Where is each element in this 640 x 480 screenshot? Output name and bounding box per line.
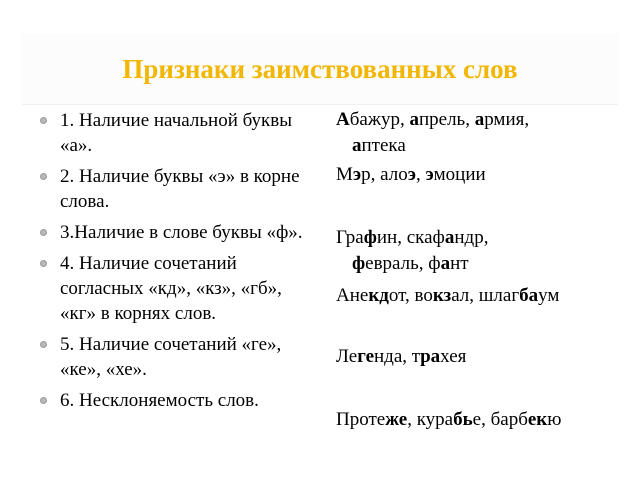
example-line: аптека: [352, 135, 406, 156]
example-words: Мэр, алоэ, эмоции: [336, 164, 486, 185]
criterion-item: [40, 251, 312, 326]
bullet-dot-icon: [40, 173, 47, 180]
bullet-dot-icon: [40, 117, 47, 124]
criterion-text: 3.Наличие в слове буквы «ф».: [60, 222, 303, 243]
example-words: [336, 107, 626, 159]
criterion-item: [40, 332, 312, 382]
example-words: Анекдот, вокзал, шлагбаум: [336, 285, 560, 306]
criteria-list: [40, 108, 312, 419]
criterion-text: 1. Наличие начальной буквы «а».: [60, 110, 293, 156]
criterion-text: 2. Наличие буквы «э» в корне слова.: [60, 166, 300, 212]
bullet-dot-icon: [40, 341, 47, 348]
example-line: февраль, фант: [352, 253, 469, 274]
title-band: [22, 34, 618, 105]
slide-title: Признаки заимствованных слов: [122, 53, 518, 84]
criterion-text: 6. Несклоняемость слов.: [60, 390, 259, 411]
criterion-item: [40, 108, 312, 158]
criterion-text: 4. Наличие сочетаний согласных «кд», «кз», «гб», «кг» в корнях слов.: [60, 253, 282, 324]
criterion-text: 5. Наличие сочетаний «ге», «ке», «хе».: [60, 334, 282, 380]
example-words: [336, 225, 626, 277]
example-words: Протеже, курабье, барбекю: [336, 409, 562, 430]
example-line: Графин, скафандр,: [336, 227, 489, 248]
example-line: Абажур, апрель, армия,: [336, 109, 530, 130]
example-words: Легенда, трахея: [336, 346, 467, 367]
bullet-dot-icon: [40, 397, 47, 404]
bullet-dot-icon: [40, 229, 47, 236]
criterion-item: [40, 164, 312, 214]
criterion-item: [40, 388, 312, 413]
criterion-item: [40, 220, 312, 245]
bullet-dot-icon: [40, 260, 47, 267]
